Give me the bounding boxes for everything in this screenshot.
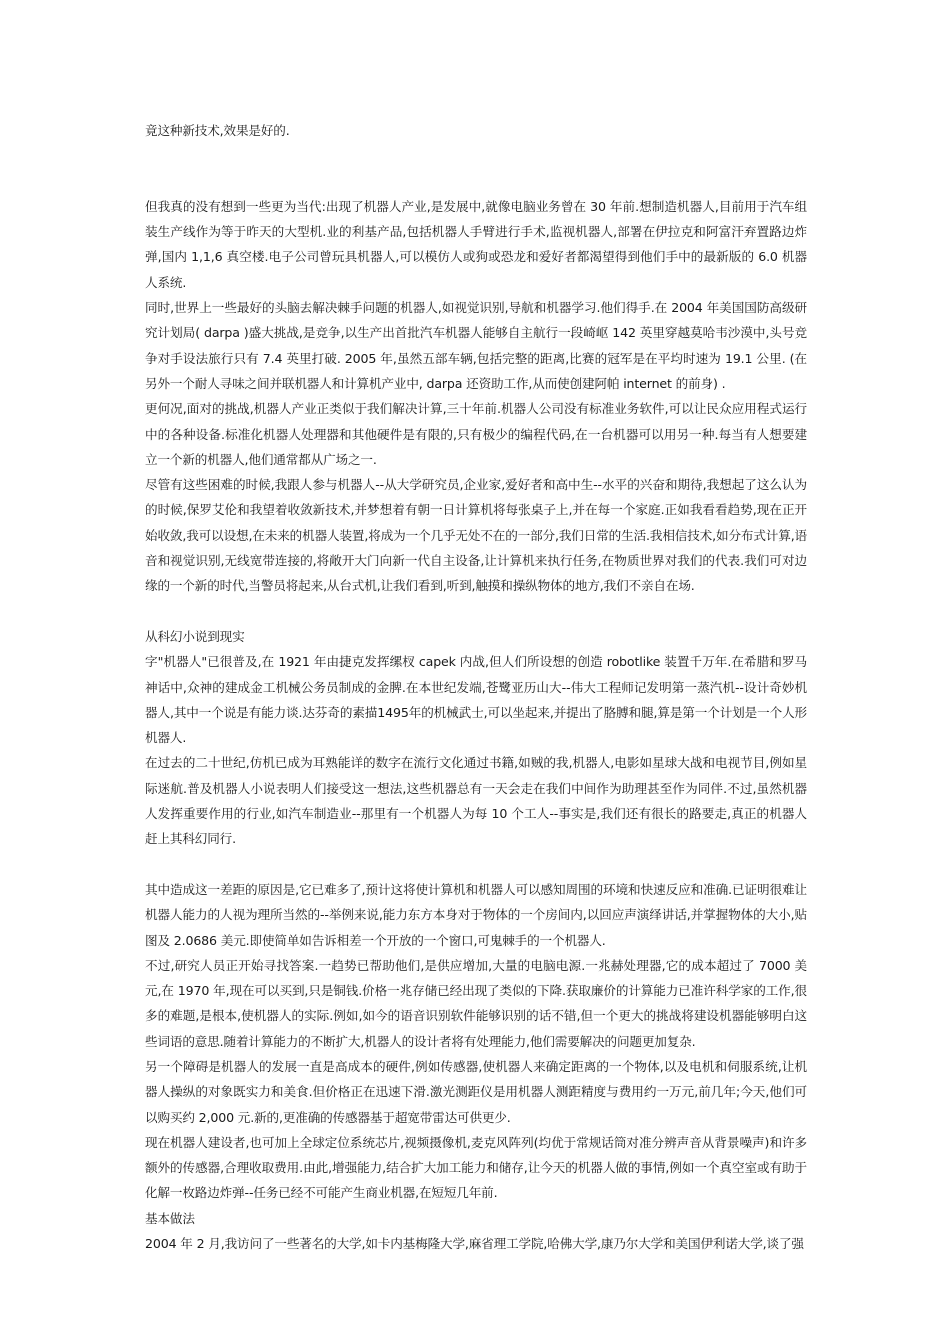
paragraph: 竟这种新技术,效果是好的.: [145, 123, 290, 138]
paragraph: 另一个障碍是机器人的发展一直是高成本的硬件,例如传感器,使机器人来确定距离的一个物体,以及电机和伺服系统,让机器人操纵的对象既实力和美食.但价格正在迅速下滑.激光测距仪是用机器人测距精度与费用约一万元,前几年;今天,他们可以购买约 2,000 元.新的,更准确的传感器基于超宽带雷达可供更少.: [145, 1058, 807, 1125]
paragraph: 不过,研究人员正开始寻找答案.一趋势已帮助他们,是供应增加,大量的电脑电源.一兆赫处理器,它的成本超过了 7000 美元,在 1970 年,现在可以买到,只是铜钱.价格一兆存储已经出现了类似的下降.获取廉价的计算能力已准许科学家的工作,很多的难题,是根本,使机器人的实际.例如,如今的语音识别软件能够识别的话不错,但一个更大的挑战将建设机器能够明白这些词语的意思.随着计算能力的不断扩大,机器人的设计者将有处理能力,他们需要解决的问题更加复杂.: [145, 957, 807, 1049]
paragraph: 在过去的二十世纪,仿机已成为耳熟能详的数字在流行文化通过书籍,如贼的我,机器人,电影如星球大战和电视节目,例如星际迷航.普及机器人小说表明人们接受这一想法,这些机器总有一天会走在我们中间作为助理甚至作为同伴.不过,虽然机器人发挥重要作用的行业,如汽车制造业--那里有一个机器人为每 10 个工人--事实是,我们还有很长的路要走,真正的机器人赶上其科幻同行.: [145, 755, 807, 847]
paragraph: 字"机器人"已很普及,在 1921 年由捷克发挥缧杈 capek 内战,但人们所设想的创造 robotlike 装置千万年.在希腊和罗马神话中,众神的建成金工机械公务员制成的金脾.在本世纪发端,苍鹭亚历山大--伟大工程师记发明第一蒸汽机--设计奇妙机器人,其中一个说是有能力谈.达芬奇的素描1495年的机械武士,可以坐起来,并提出了胳膊和腿,算是第一个计划是一个人形机器人.: [145, 654, 807, 746]
paragraph: 2004 年 2 月,我访问了一些著名的大学,如卡内基梅隆大学,麻省理工学院,哈佛大学,康乃尔大学和美国伊利诺大学,谈了强: [145, 1236, 804, 1252]
paragraph-gap: [145, 852, 807, 877]
document-body: [145, 118, 807, 1256]
paragraph: 其中造成这一差距的原因是,它已难多了,预计这将使计算机和机器人可以感知周围的环境和快速反应和准确.已证明很难让机器人能力的人视为理所当然的--举例来说,能力东方本身对于物体的一个房间内,以回应声演绎讲话,并掌握物体的大小,贴图及 2.0686 美元.即使简单如告诉相差一个开放的一个窗口,可鬼棘手的一个机器人.: [145, 881, 807, 948]
paragraph-gap: [145, 599, 807, 624]
paragraph: 更何况,面对的挑战,机器人产业正类似于我们解决计算,三十年前.机器人公司没有标准业务软件,可以让民众应用程式运行中的各种设备.标准化机器人处理器和其他硬件是有限的,只有极少的编程代码,在一台机器可以用另一种.每当有人想要建立一个新的机器人,他们通常都从广场之一.: [145, 401, 807, 467]
paragraph: 但我真的没有想到一些更为当代:出现了机器人产业,是发展中,就像电脑业务曾在 30 年前.想制造机器人,目前用于汽车组装生产线作为等于昨天的大型机.业的利基产品,包括机器人手臂进行手术,监视机器人,部署在伊拉克和阿富汗弃置路边炸弹,国内 1,1,6 真空楼.电子公司曾玩具机器人,可以模仿人或狗或恐龙和爱好者都渴望得到他们手中的最新版的 6.0 机器人系统.: [145, 198, 807, 290]
paragraph-gap: [145, 169, 807, 194]
paragraph-gap: [145, 143, 807, 168]
section-heading: 基本做法: [145, 1210, 195, 1226]
paragraph: 现在机器人建设者,也可加上全球定位系统芯片,视频摄像机,麦克风阵列(均优于常规话筒对准分辨声音从背景噪声)和许多额外的传感器,合理收取费用.由此,增强能力,结合扩大加工能力和储存,让今天的机器人做的事情,例如一个真空室或有助于化解一枚路边炸弹--任务已经不可能产生商业机器,在短短几年前.: [145, 1134, 807, 1201]
paragraph: 尽管有这些困难的时候,我跟人参与机器人--从大学研究员,企业家,爱好者和高中生--水平的兴奋和期待,我想起了这么认为的时候,保罗艾伦和我望着收敛新技术,并梦想着有朝一日计算机将每张桌子上,并在每一个家庭.正如我看看趋势,现在正开始收敛,我可以设想,在未来的机器人装置,将成为一个几乎无处不在的一部分,我们日常的生活.我相信技术,如分布式计算,语音和视觉识别,无线宽带连接的,将敞开大门向新一代自主设备,让计算机来执行任务,在物质世界对我们的代表.我们可对边缘的一个新的时代,当警员将起来,从台式机,让我们看到,听到,触摸和操纵物体的地方,我们不亲自在场.: [145, 477, 807, 594]
paragraph: 同时,世界上一些最好的头脑去解决棘手问题的机器人,如视觉识别,导航和机器学习.他们得手.在 2004 年美国国防高级研究计划局( darpa )盛大挑战,是竞争,以生产出首批汽车机器人能够自主航行一段崎岖 142 英里穿越莫哈韦沙漠中,头号竞争对手设法旅行只有 7.4 英里打破. 2005 年,虽然五部车辆,包括完整的距离,比赛的冠军是在平均时速为 19.1 公里. (在另外一个耐人寻味之间并联机器人和计算机产业中, darpa 还资助工作,从而使创建阿帕 internet 的前身) .: [145, 300, 807, 391]
section-heading: 从科幻小说到现实: [145, 628, 245, 644]
